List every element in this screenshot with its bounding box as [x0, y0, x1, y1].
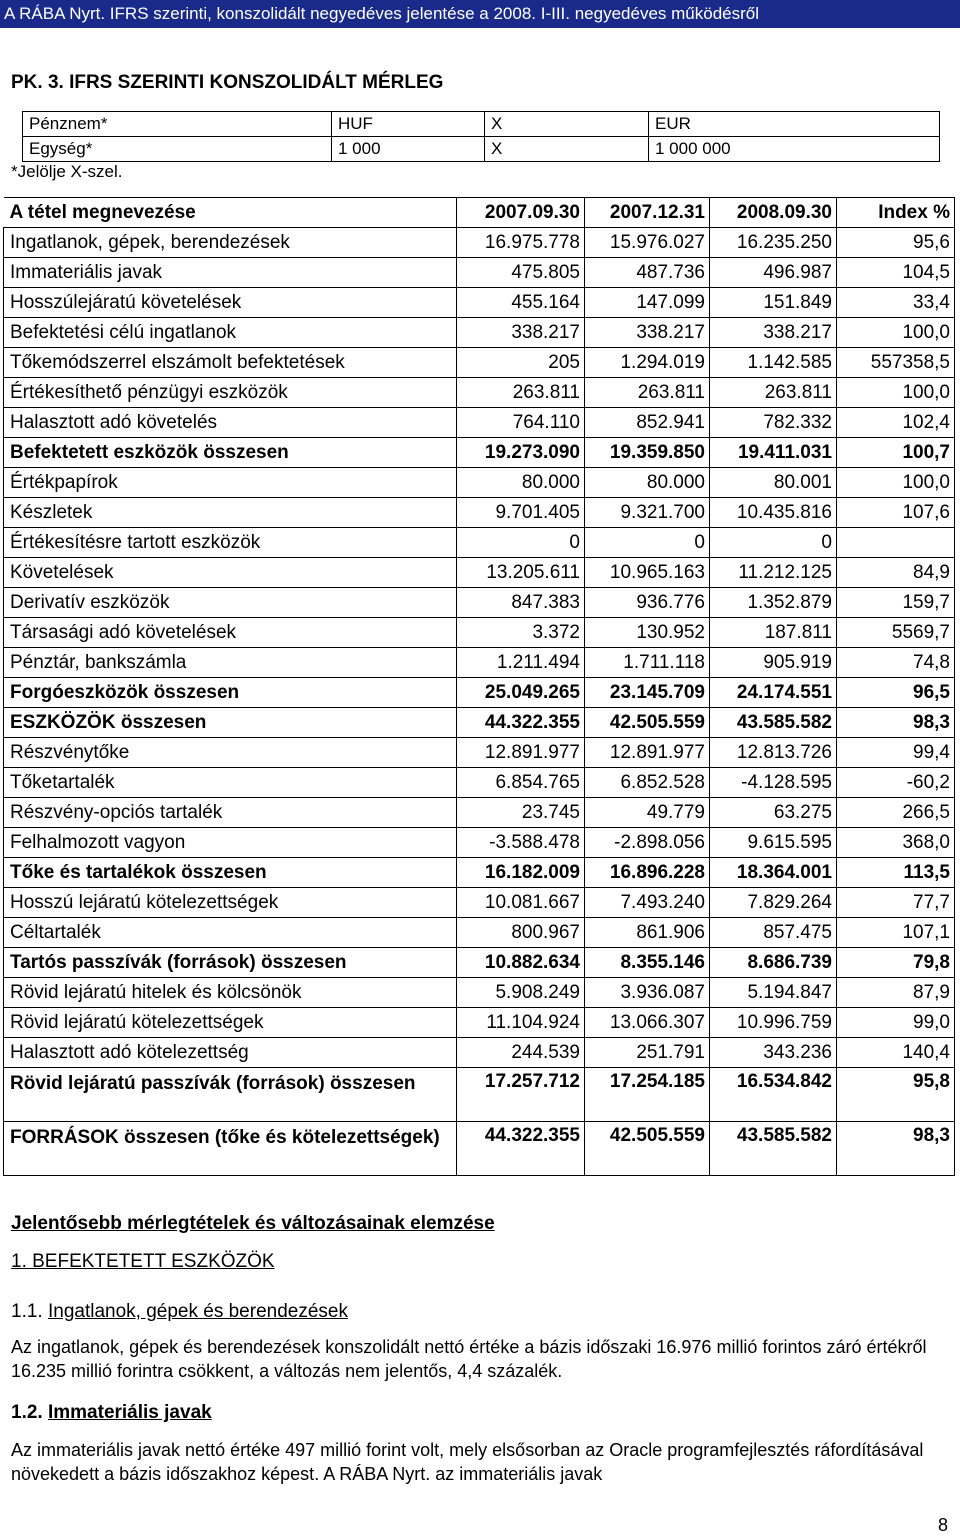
row-index-value: 113,5 — [837, 858, 955, 888]
row-label: FORRÁSOK összesen (tőke és kötelezettségek) — [4, 1122, 457, 1176]
row-value: 10.965.163 — [585, 558, 710, 588]
table-row — [4, 798, 955, 828]
table-row — [4, 678, 955, 708]
row-value: 1.711.118 — [585, 648, 710, 678]
row-value: 8.355.146 — [585, 948, 710, 978]
row-index-value: 77,7 — [837, 888, 955, 918]
row-value: 44.322.355 — [457, 1122, 585, 1176]
row-label: Rövid lejáratú kötelezettségek — [4, 1008, 457, 1038]
row-value: 800.967 — [457, 918, 585, 948]
row-index-value: 140,4 — [837, 1038, 955, 1068]
row-label: Derivatív eszközök — [4, 588, 457, 618]
table-row — [4, 858, 955, 888]
row-label: Készletek — [4, 498, 457, 528]
row-index-value: 266,5 — [837, 798, 955, 828]
row-index-value: 95,8 — [837, 1068, 955, 1122]
currency-table — [22, 111, 940, 162]
row-index-value: 159,7 — [837, 588, 955, 618]
row-value: 17.257.712 — [457, 1068, 585, 1122]
row-index-value: 5569,7 — [837, 618, 955, 648]
row-value: 9.615.595 — [710, 828, 837, 858]
row-value: 19.359.850 — [585, 438, 710, 468]
table-row — [4, 708, 955, 738]
row-value: 496.987 — [710, 258, 837, 288]
row-value: 24.174.551 — [710, 678, 837, 708]
row-index-value: 100,0 — [837, 468, 955, 498]
row-value: 16.534.842 — [710, 1068, 837, 1122]
row-value: 130.952 — [585, 618, 710, 648]
currency-eur: EUR — [649, 112, 940, 137]
table-row — [4, 558, 955, 588]
row-value: 11.104.924 — [457, 1008, 585, 1038]
table-row — [4, 528, 955, 558]
subsection-heading-intangibles — [11, 1402, 212, 1424]
row-value: 43.585.582 — [710, 708, 837, 738]
row-value: 13.066.307 — [585, 1008, 710, 1038]
row-value: 10.435.816 — [710, 498, 837, 528]
row-value: 9.701.405 — [457, 498, 585, 528]
row-index-value: 102,4 — [837, 408, 955, 438]
row-value: 1.352.879 — [710, 588, 837, 618]
row-index-value: 99,0 — [837, 1008, 955, 1038]
unit-row — [23, 137, 940, 162]
row-index-value: 368,0 — [837, 828, 955, 858]
row-value: -2.898.056 — [585, 828, 710, 858]
row-value: 3.372 — [457, 618, 585, 648]
balance-sheet-table — [3, 197, 955, 1176]
row-value: 15.976.027 — [585, 228, 710, 258]
row-value: 19.411.031 — [710, 438, 837, 468]
row-value: 16.182.009 — [457, 858, 585, 888]
row-value: 16.975.778 — [457, 228, 585, 258]
column-header-item: A tétel megnevezése — [4, 198, 457, 228]
unit-million: 1 000 000 — [649, 137, 940, 162]
row-label: Tartós passzívák (források) összesen — [4, 948, 457, 978]
row-label: Részvény-opciós tartalék — [4, 798, 457, 828]
row-label: Tőkemódszerrel elszámolt befektetések — [4, 348, 457, 378]
subsection-heading-ppe — [11, 1301, 348, 1323]
unit-label: Egység* — [23, 137, 332, 162]
row-value: 19.273.090 — [457, 438, 585, 468]
table-row — [4, 408, 955, 438]
row-index-value: 84,9 — [837, 558, 955, 588]
row-value: 9.321.700 — [585, 498, 710, 528]
row-index-value: 98,3 — [837, 1122, 955, 1176]
row-value: 187.811 — [710, 618, 837, 648]
paragraph-ppe: Az ingatlanok, gépek és berendezések konszolidált nettó értéke a bázis időszaki 16.976 millió forintos záró értékről 16.235 millió forintra csökkent, a változás nem jelentős, 4,4 százalék. — [11, 1337, 927, 1381]
row-value: 151.849 — [710, 288, 837, 318]
subsection-number: 1.1. — [11, 1301, 43, 1322]
page-number: 8 — [937, 1515, 948, 1535]
row-value: 12.891.977 — [457, 738, 585, 768]
row-value: 12.891.977 — [585, 738, 710, 768]
table-row — [4, 1068, 955, 1122]
row-value: 6.854.765 — [457, 768, 585, 798]
row-value: 7.493.240 — [585, 888, 710, 918]
table-row — [4, 738, 955, 768]
row-value: 17.254.185 — [585, 1068, 710, 1122]
table-row — [4, 228, 955, 258]
row-value: 8.686.739 — [710, 948, 837, 978]
row-value: 782.332 — [710, 408, 837, 438]
row-value: 5.908.249 — [457, 978, 585, 1008]
row-value: 905.919 — [710, 648, 837, 678]
row-value: 244.539 — [457, 1038, 585, 1068]
row-label: Felhalmozott vagyon — [4, 828, 457, 858]
row-value: 11.212.125 — [710, 558, 837, 588]
row-label: Halasztott adó kötelezettség — [4, 1038, 457, 1068]
row-index-value: 99,4 — [837, 738, 955, 768]
row-label: Hosszúlejáratú követelések — [4, 288, 457, 318]
row-label: Pénztár, bankszámla — [4, 648, 457, 678]
row-label: Értékesítésre tartott eszközök — [4, 528, 457, 558]
table-row — [4, 468, 955, 498]
table-row — [4, 588, 955, 618]
table-row — [4, 768, 955, 798]
row-value: 12.813.726 — [710, 738, 837, 768]
row-value: 147.099 — [585, 288, 710, 318]
analysis-heading: Jelentősebb mérlegtételek és változásainak elemzése — [11, 1213, 495, 1234]
row-value: 1.142.585 — [710, 348, 837, 378]
row-index-value: -60,2 — [837, 768, 955, 798]
row-label: Ingatlanok, gépek, berendezések — [4, 228, 457, 258]
row-value: 10.882.634 — [457, 948, 585, 978]
row-label: Tőketartalék — [4, 768, 457, 798]
table-row — [4, 978, 955, 1008]
table-row — [4, 828, 955, 858]
row-label: Hosszú lejáratú kötelezettségek — [4, 888, 457, 918]
subsection-number: 1.2. — [11, 1402, 43, 1423]
row-value: 16.896.228 — [585, 858, 710, 888]
row-index-value: 98,3 — [837, 708, 955, 738]
currency-note: *Jelölje X-szel. — [11, 162, 123, 181]
row-value: 338.217 — [710, 318, 837, 348]
subsection-title: Ingatlanok, gépek és berendezések — [47, 1301, 348, 1322]
table-row — [4, 918, 955, 948]
row-value: 0 — [585, 528, 710, 558]
row-value: 80.000 — [585, 468, 710, 498]
table-row — [4, 348, 955, 378]
row-value: 23.745 — [457, 798, 585, 828]
subsection-title: Immateriális javak — [47, 1402, 212, 1423]
unit-thousand: 1 000 — [332, 137, 485, 162]
row-value: 861.906 — [585, 918, 710, 948]
row-value: 857.475 — [710, 918, 837, 948]
row-label: Befektetési célú ingatlanok — [4, 318, 457, 348]
row-index-value: 100,7 — [837, 438, 955, 468]
row-value: 263.811 — [585, 378, 710, 408]
row-value: 1.211.494 — [457, 648, 585, 678]
row-value: 263.811 — [457, 378, 585, 408]
row-label: Értékpapírok — [4, 468, 457, 498]
currency-mark: X — [485, 112, 649, 137]
row-label: Értékesíthető pénzügyi eszközök — [4, 378, 457, 408]
table-row — [4, 438, 955, 468]
row-index-value: 96,5 — [837, 678, 955, 708]
row-value: 487.736 — [585, 258, 710, 288]
table-row — [4, 378, 955, 408]
row-index-value: 79,8 — [837, 948, 955, 978]
row-value: 847.383 — [457, 588, 585, 618]
row-label: Halasztott adó követelés — [4, 408, 457, 438]
row-label: Rövid lejáratú passzívák (források) összesen — [4, 1068, 457, 1122]
row-value: 80.001 — [710, 468, 837, 498]
row-value: 13.205.611 — [457, 558, 585, 588]
table-row — [4, 1038, 955, 1068]
row-index-value: 107,1 — [837, 918, 955, 948]
column-header-2007-12-31: 2007.12.31 — [585, 198, 710, 228]
currency-huf: HUF — [332, 112, 485, 137]
row-value: 251.791 — [585, 1038, 710, 1068]
row-value: -4.128.595 — [710, 768, 837, 798]
table-row — [4, 318, 955, 348]
row-index-value: 100,0 — [837, 378, 955, 408]
row-value: 6.852.528 — [585, 768, 710, 798]
row-value: 338.217 — [585, 318, 710, 348]
row-value: 0 — [710, 528, 837, 558]
row-value: 16.235.250 — [710, 228, 837, 258]
row-value: 263.811 — [710, 378, 837, 408]
balance-body — [4, 228, 955, 1176]
row-value: 42.505.559 — [585, 1122, 710, 1176]
row-label: Részvénytőke — [4, 738, 457, 768]
row-value: 7.829.264 — [710, 888, 837, 918]
row-value: 44.322.355 — [457, 708, 585, 738]
table-row — [4, 498, 955, 528]
row-value: 5.194.847 — [710, 978, 837, 1008]
table-row — [4, 648, 955, 678]
unit-mark: X — [485, 137, 649, 162]
row-value: 49.779 — [585, 798, 710, 828]
row-value: 10.081.667 — [457, 888, 585, 918]
row-label: Társasági adó követelések — [4, 618, 457, 648]
row-value: 338.217 — [457, 318, 585, 348]
row-value: 852.941 — [585, 408, 710, 438]
row-label: Forgóeszközök összesen — [4, 678, 457, 708]
table-row — [4, 288, 955, 318]
row-value: 63.275 — [710, 798, 837, 828]
row-value: 205 — [457, 348, 585, 378]
row-value: 23.145.709 — [585, 678, 710, 708]
row-index-value: 107,6 — [837, 498, 955, 528]
row-label: Befektetett eszközök összesen — [4, 438, 457, 468]
row-value: 25.049.265 — [457, 678, 585, 708]
row-index-value: 95,6 — [837, 228, 955, 258]
row-value: -3.588.478 — [457, 828, 585, 858]
document-header: A RÁBA Nyrt. IFRS szerinti, konszolidált negyedéves jelentése a 2008. I-III. negyedéves működésről — [0, 0, 960, 28]
row-value: 18.364.001 — [710, 858, 837, 888]
column-header-2007-09-30: 2007.09.30 — [457, 198, 585, 228]
row-index-value: 74,8 — [837, 648, 955, 678]
table-row — [4, 258, 955, 288]
table-row — [4, 948, 955, 978]
row-index-value: 104,5 — [837, 258, 955, 288]
row-value: 936.776 — [585, 588, 710, 618]
row-index-value — [837, 528, 955, 558]
row-label: Tőke és tartalékok összesen — [4, 858, 457, 888]
table-row — [4, 1122, 955, 1176]
row-value: 1.294.019 — [585, 348, 710, 378]
row-label: ESZKÖZÖK összesen — [4, 708, 457, 738]
table-row — [4, 888, 955, 918]
row-index-value: 33,4 — [837, 288, 955, 318]
row-label: Rövid lejáratú hitelek és kölcsönök — [4, 978, 457, 1008]
page-title: PK. 3. IFRS SZERINTI KONSZOLIDÁLT MÉRLEG — [11, 72, 444, 93]
column-header-2008-09-30: 2008.09.30 — [710, 198, 837, 228]
section-heading-fixed-assets: 1. BEFEKTETETT ESZKÖZÖK — [11, 1251, 275, 1272]
row-value: 80.000 — [457, 468, 585, 498]
table-row — [4, 618, 955, 648]
table-row — [4, 1008, 955, 1038]
currency-label: Pénznem* — [23, 112, 332, 137]
row-value: 0 — [457, 528, 585, 558]
row-value: 475.805 — [457, 258, 585, 288]
row-index-value: 100,0 — [837, 318, 955, 348]
column-header-index: Index % — [837, 198, 955, 228]
row-value: 343.236 — [710, 1038, 837, 1068]
row-value: 3.936.087 — [585, 978, 710, 1008]
row-value: 43.585.582 — [710, 1122, 837, 1176]
row-value: 764.110 — [457, 408, 585, 438]
balance-header-row — [4, 198, 955, 228]
currency-row — [23, 112, 940, 137]
row-index-value: 87,9 — [837, 978, 955, 1008]
paragraph-intangibles: Az immateriális javak nettó értéke 497 millió forint volt, mely elsősorban az Oracle programfejlesztés ráfordításával növekedett a bázis időszakhoz képest. A RÁBA Nyrt. az immateriális javak — [11, 1440, 924, 1484]
row-label: Követelések — [4, 558, 457, 588]
row-value: 42.505.559 — [585, 708, 710, 738]
row-value: 455.164 — [457, 288, 585, 318]
row-label: Céltartalék — [4, 918, 457, 948]
row-label: Immateriális javak — [4, 258, 457, 288]
row-value: 10.996.759 — [710, 1008, 837, 1038]
row-index-value: 557358,5 — [837, 348, 955, 378]
